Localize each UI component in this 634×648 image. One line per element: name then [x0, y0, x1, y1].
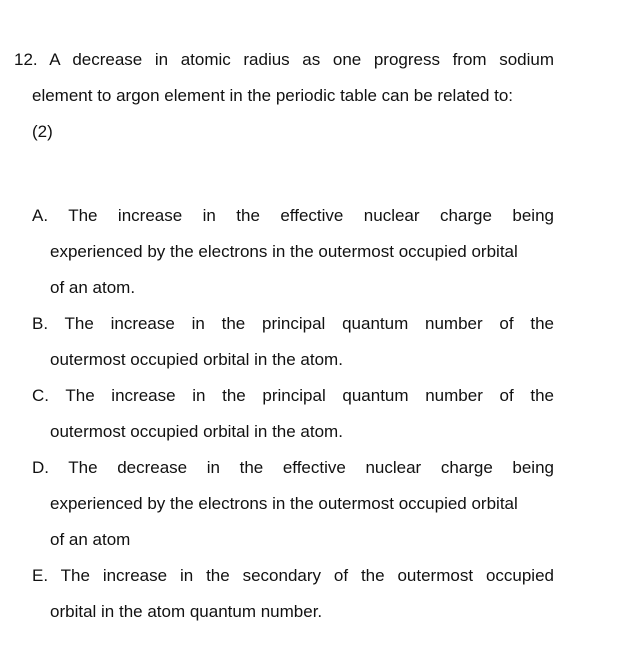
- question: [14, 46, 554, 154]
- question-line-2: element to argon element in the periodic table can be related to:: [32, 86, 514, 105]
- option-d-line-1: D. The decrease in the effective nuclear charge being: [32, 458, 554, 477]
- answer-options: [32, 202, 554, 634]
- option-c-line-2: outermost occupied orbital in the atom.: [50, 422, 343, 441]
- option-c[interactable]: [32, 382, 554, 454]
- option-d[interactable]: [32, 454, 554, 562]
- question-marks: (2): [32, 122, 53, 141]
- option-d-line-3: of an atom: [50, 530, 131, 549]
- option-e[interactable]: [32, 562, 554, 634]
- option-b-line-1: B. The increase in the principal quantum number of the: [32, 314, 554, 333]
- option-b-line-2: outermost occupied orbital in the atom.: [50, 350, 343, 369]
- question-line-1: 12. A decrease in atomic radius as one progress from sodium: [14, 50, 554, 69]
- option-a[interactable]: [32, 202, 554, 310]
- option-a-line-3: of an atom.: [50, 278, 136, 297]
- option-a-line-1: A. The increase in the effective nuclear charge being: [32, 206, 554, 225]
- option-a-line-2: experienced by the electrons in the outermost occupied orbital: [50, 242, 518, 261]
- option-d-line-2: experienced by the electrons in the outermost occupied orbital: [50, 494, 518, 513]
- option-b[interactable]: [32, 310, 554, 382]
- option-e-line-2: orbital in the atom quantum number.: [50, 602, 323, 621]
- option-c-line-1: C. The increase in the principal quantum number of the: [32, 386, 554, 405]
- option-e-line-1: E. The increase in the secondary of the outermost occupied: [32, 566, 554, 585]
